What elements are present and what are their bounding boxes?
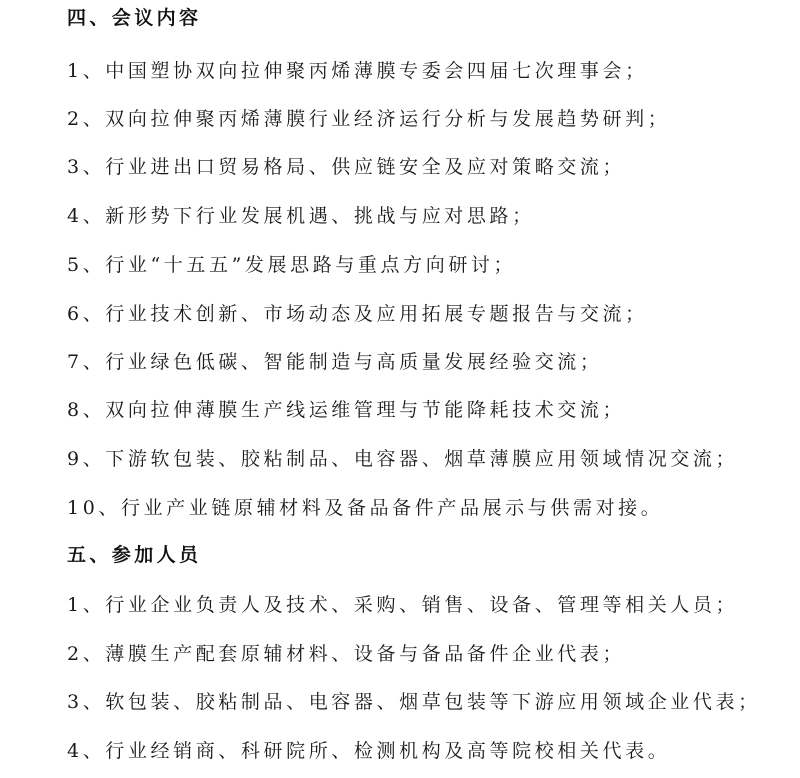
list-item: 3、行业进出口贸易格局、供应链安全及应对策略交流； (67, 156, 626, 178)
list-item: 1、行业企业负责人及技术、采购、销售、设备、管理等相关人员； (67, 594, 739, 616)
list-item: 6、行业技术创新、市场动态及应用拓展专题报告与交流； (67, 303, 648, 325)
list-item: 3、软包装、胶粘制品、电容器、烟草包装等下游应用领域企业代表； (67, 691, 761, 713)
section-heading-meeting-content: 四、会议内容 (67, 7, 202, 29)
list-item: 9、下游软包装、胶粘制品、电容器、烟草薄膜应用领域情况交流； (67, 448, 739, 470)
list-item: 5、行业“十五五”发展思路与重点方向研讨； (67, 254, 517, 276)
list-item: 7、行业绿色低碳、智能制造与高质量发展经验交流； (67, 351, 603, 373)
list-item: 10、行业产业链原辅材料及备品备件产品展示与供需对接。 (67, 497, 664, 519)
list-item: 1、中国塑协双向拉伸聚丙烯薄膜专委会四届七次理事会； (67, 60, 648, 82)
list-item: 2、薄膜生产配套原辅材料、设备与备品备件企业代表； (67, 643, 626, 665)
list-item: 4、新形势下行业发展机遇、挑战与应对思路； (67, 205, 535, 227)
list-item: 8、双向拉伸薄膜生产线运维管理与节能降耗技术交流； (67, 399, 626, 421)
list-item: 2、双向拉伸聚丙烯薄膜行业经济运行分析与发展趋势研判； (67, 108, 671, 130)
section-heading-participants: 五、参加人员 (67, 544, 202, 566)
list-item: 4、行业经销商、科研院所、检测机构及高等院校相关代表。 (67, 740, 671, 762)
